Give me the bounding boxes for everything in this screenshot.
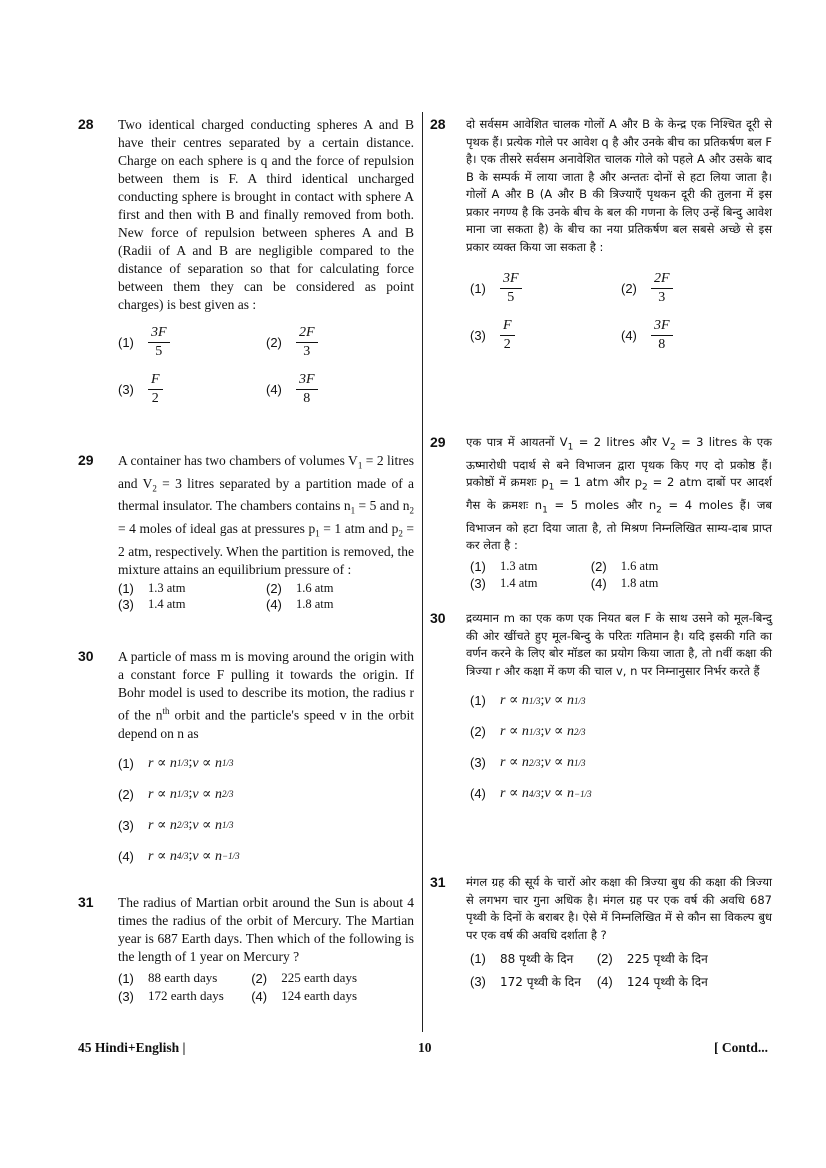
fraction: $\frac{F}{2}$	[500, 317, 515, 354]
question-text: The radius of Martian orbit around the Sun is about 4 times the radius of the orbit of Mercury. The Martian year is 687 Earth days. Then which of the following is the length of 1 year on Mercury ?	[118, 895, 414, 964]
option-2[interactable]: (2) r ∝ n 1/3 ; v ∝ n 2/3	[470, 723, 586, 739]
question-number: 30	[430, 610, 446, 626]
option-1[interactable]: (1) r ∝ n 1/3 ; v ∝ n 1/3	[470, 692, 586, 708]
options-list	[118, 581, 414, 612]
question-text: द्रव्यमान m का एक कण एक नियत बल F के साथ उसने को मूल-बिन्दु की ओर खींचते हुए मूल-बिन्दु के परितः गतिमान है। यदि इसकी गति का वर्णन करने के लिए बोर मॉडल का प्रयोग किया जाता है, तो nवीं कक्षा की त्रिज्या r और कक्षा में कण की चाल v, n पर निम्नानुसार निर्भर करते हैं	[466, 611, 772, 678]
option-2[interactable]: (2) $\frac{2F}{3}$	[621, 270, 772, 307]
options-list	[470, 692, 772, 802]
option-2[interactable]: (2) 1.6 atm	[266, 580, 334, 596]
option-1[interactable]: (1) r ∝ n 1/3 ; v ∝ n 1/3	[118, 755, 234, 771]
option-4[interactable]: (4) 1.8 atm	[590, 575, 659, 591]
option-4[interactable]: (4) r ∝ n 4/3 ; v ∝ n −1/3	[118, 848, 240, 864]
question-28-hi	[430, 116, 772, 358]
question-number: 31	[78, 894, 94, 910]
question-number: 31	[430, 874, 446, 890]
fraction: $\frac{3F}{5}$	[500, 270, 522, 307]
options-list	[470, 950, 772, 990]
option-4[interactable]: (4) 1.8 atm	[266, 596, 334, 612]
question-number: 29	[430, 434, 446, 450]
option-4[interactable]: (4) 124 पृथ्वी के दिन	[596, 974, 708, 989]
option-3[interactable]: (3) 1.4 atm	[118, 596, 186, 612]
question-number: 30	[78, 648, 94, 664]
option-1[interactable]: (1) 88 पृथ्वी के दिन	[470, 951, 574, 966]
option-3[interactable]: (3) 1.4 atm	[470, 575, 538, 591]
option-1[interactable]: (1) $\frac{3F}{5}$	[118, 324, 266, 361]
question-text: मंगल ग्रह की सूर्य के चारों ओर कक्षा की त्रिज्या बुध की कक्षा की त्रिज्या से लगभग चार गुना अधिक है। मंगल ग्रह पर एक वर्ष की अवधि 687 पृथ्वी के दिनों के बराबर है। ऐसे में निम्नलिखित में से कौन सा विकल्प बुध पर एक वर्ष की अवधि दर्शाता है ?	[466, 875, 772, 942]
option-1[interactable]: (1) 1.3 atm	[470, 558, 538, 574]
question-28-en	[78, 116, 414, 412]
question-number: 28	[430, 116, 446, 132]
question-29-en	[78, 452, 414, 613]
option-2[interactable]: (2) 225 earth days	[251, 970, 357, 986]
options-list	[470, 559, 772, 591]
option-3[interactable]: (3) 172 पृथ्वी के दिन	[470, 974, 581, 989]
option-4[interactable]: (4) $\frac{3F}{8}$	[621, 317, 772, 354]
option-2[interactable]: (2) r ∝ n 1/3 ; v ∝ n 2/3	[118, 786, 234, 802]
fraction: $\frac{2F}{3}$	[296, 324, 318, 361]
page-number: 10	[418, 1040, 432, 1055]
question-text: A particle of mass m is moving around the origin with a constant force F pulling it towards the origin. If Bohr model is used to describe its motion, the radius r of the $n^{th}$ orbit and the particle's speed v in the orbit depend on n as	[118, 649, 414, 741]
options-list	[118, 324, 414, 408]
option-1[interactable]: (1) 1.3 atm	[118, 580, 186, 596]
options-list	[118, 970, 414, 1004]
option-3[interactable]: (3) r ∝ n 2/3 ; v ∝ n 1/3	[118, 817, 234, 833]
fraction: $\frac{3F}{8}$	[651, 317, 673, 354]
option-4[interactable]: (4) $\frac{3F}{8}$	[266, 371, 414, 408]
fraction: $\frac{F}{2}$	[148, 371, 163, 408]
option-3[interactable]: (3) $\frac{F}{2}$	[470, 317, 621, 354]
fraction: $\frac{3F}{5}$	[148, 324, 170, 361]
option-4[interactable]: (4) r ∝ n 4/3 ; v ∝ n −1/3	[470, 785, 592, 801]
question-text: A container has two chambers of volumes $V_1 = 2$ litres and $V_2 = 3$ litres separated by a partition made of a thermal insulator. The chambers contains $n_1 = 5$ and $n_2 = 4$ moles of ideal gas at pressures $p_1 = 1$ atm and $p_2 = 2$ atm, respectively. When the partition is removed, the mixture attains an equilibrium pressure of :	[118, 453, 415, 577]
options-list	[118, 755, 414, 865]
question-text: दो सर्वसम आवेशित चालक गोलों A और B के केन्द्र एक निश्चित दूरी से पृथक हैं। प्रत्येक गोले पर आवेश q है और उनके बीच का प्रतिकर्षण बल F है। एक तीसरे सर्वसम अनावेशित चालक गोले को पहले A और उसके बाद B के सम्पर्क में लाया जाता है और अन्ततः दोनों से हटा लिया जाता है। गोलों A और B (A और B की त्रिज्याएँ पृथकन दूरी की तुलना में इस प्रकार नगण्य है कि उनके बीच के बल की गणना के लिए उन्हें बिन्दु आवेश माना जा सकता है) के बीच का नया प्रतिकर्षण बल सबसे अच्छे से इस प्रकार व्यक्त किया जा सकता है :	[466, 117, 772, 254]
question-text: Two identical charged conducting spheres A and B have their centres separated by a certain distance. Charge on each sphere is q and the force of repulsion between them is F. A third identical uncharged conducting sphere is brought in contact with sphere A first and then with B and finally removed from both. New force of repulsion between spheres A and B (Radii of A and B are negligible compared to the distance of separation so that for calculating force between them they can be considered as point charges) is best given as :	[118, 117, 414, 312]
continued-label: [ Contd...	[713, 1040, 768, 1055]
question-31-hi	[430, 874, 772, 996]
option-4[interactable]: (4) 124 earth days	[251, 988, 357, 1004]
question-number: 29	[78, 452, 94, 468]
fraction: $\frac{3F}{8}$	[296, 371, 318, 408]
option-3[interactable]: (3) r ∝ n 2/3 ; v ∝ n 1/3	[470, 754, 586, 770]
paper-code: 45 Hindi+English |	[78, 1040, 186, 1055]
option-3[interactable]: (3) $\frac{F}{2}$	[118, 371, 266, 408]
option-2[interactable]: (2) 1.6 atm	[590, 558, 659, 574]
option-2[interactable]: (2) 225 पृथ्वी के दिन	[596, 951, 708, 966]
question-text: एक पात्र में आयतनों $V_1 = 2$ litres और $V_2 = 3$ litres के एक ऊष्मारोधी पदार्थ से बने विभाजन द्वारा पृथक किए गए दो प्रकोष्ठ हैं। प्रकोष्ठों में क्रमशः $p_1 = 1$ atm और $p_2 = 2$ atm दाबों पर आदर्श गैस के क्रमशः $n_1 = 5$ moles और $n_2 = 4$ moles हैं। जब विभाजन को हटा दिया जाता है, तो मिश्रण निम्नलिखित साम्य-दाब प्राप्त कर लेता है :	[466, 435, 772, 553]
question-31-en	[78, 894, 414, 1006]
option-1[interactable]: (1) 88 earth days	[118, 970, 218, 986]
question-number: 28	[78, 116, 94, 132]
option-1[interactable]: (1) $\frac{3F}{5}$	[470, 270, 621, 307]
column-divider	[422, 112, 423, 1032]
question-29-hi	[430, 434, 772, 593]
fraction: $\frac{2F}{3}$	[651, 270, 673, 307]
question-30-en	[78, 648, 414, 879]
option-3[interactable]: (3) 172 earth days	[118, 988, 224, 1004]
option-2[interactable]: (2) $\frac{2F}{3}$	[266, 324, 414, 361]
options-list	[470, 270, 772, 354]
question-30-hi	[430, 610, 772, 816]
